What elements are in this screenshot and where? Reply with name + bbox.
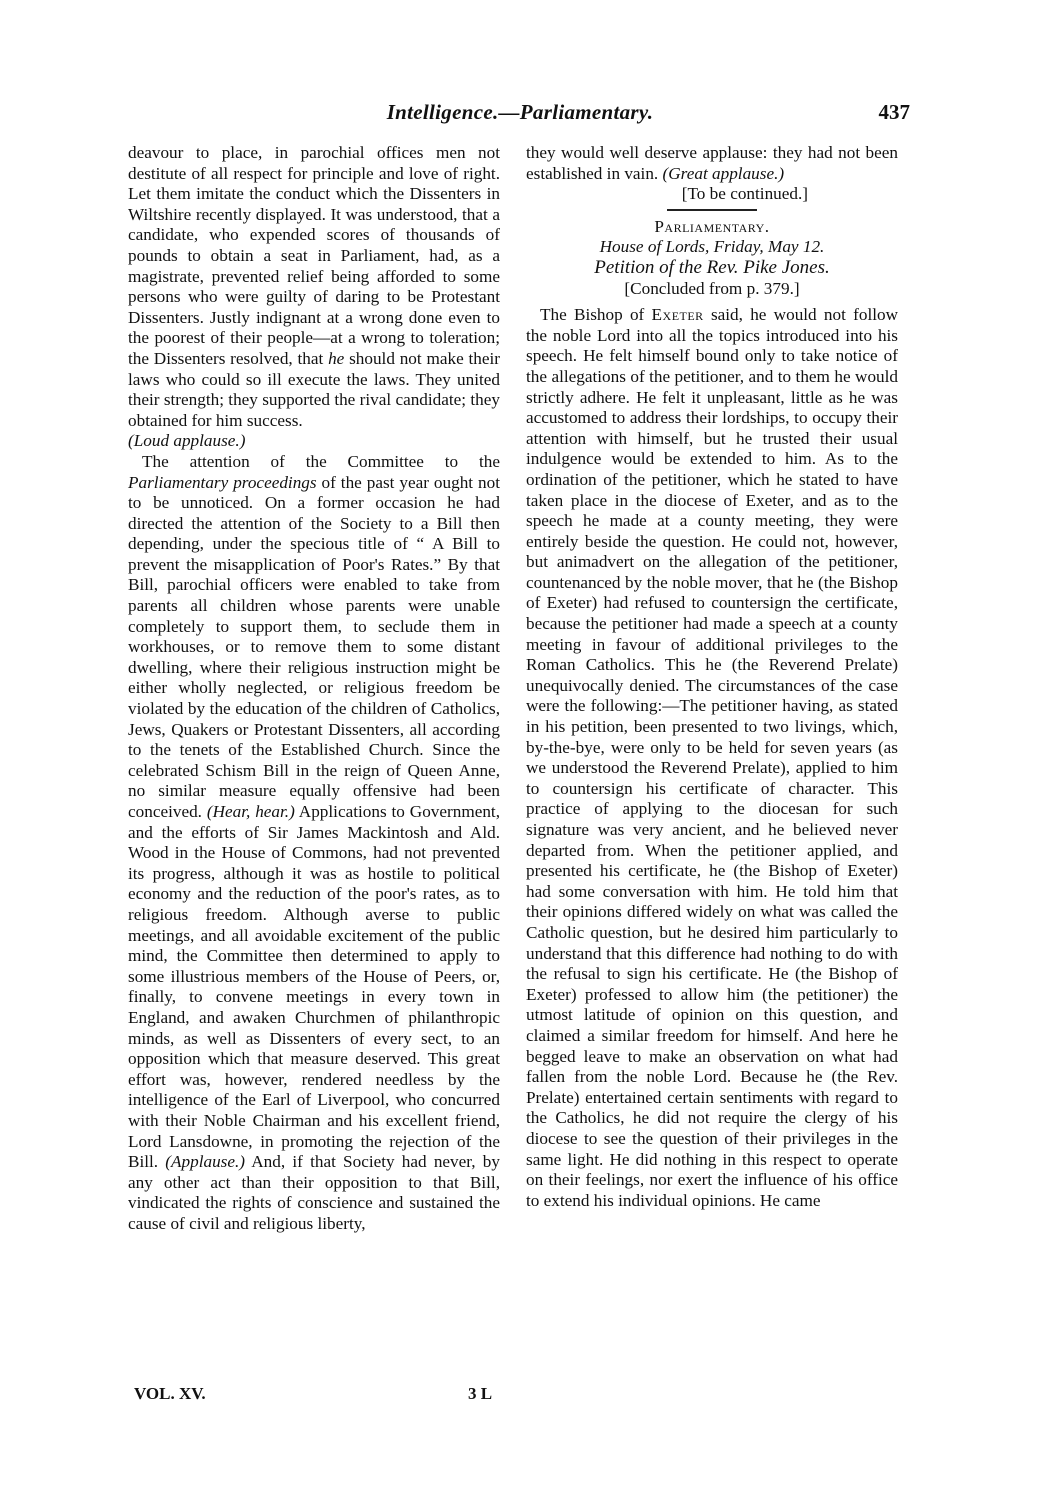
concluded-note: [Concluded from p. 379.] [624,278,800,298]
page-footer [128,1384,500,1406]
right-column [526,143,898,1211]
exeter-name: Exeter [651,305,704,325]
paragraph-parliamentary-proceedings: The attention of the Committee to the Parliamentary proceedings of the past year ought not to be unnoticed. On a former occasion he had directed the attention of the Society to a Bill then depending, under the specious title of “ A Bill to prevent the misapplication of Poor's Rates.” By that Bill, parochial officers were enabled to take from parents all children whose parents were unable completely to support them, to seclude them in workhouses, or to remove them to some distant dwelling, where their religious instruction might be either wholly neglected, or religious freedom be violated by the education of the children of Catholics, Jews, Quakers or Protestant Dissenters, all according to the tenets of the Established Church. Since the celebrated Schism Bill in the reign of Queen Anne, no similar measure equally offensive had been conceived. (Hear, hear.) Applications to Government, and the efforts of Sir James Mackintosh and Ald. Wood in the House of Commons, had not prevented its progress, although it was as hostile to political economy and the reduction of the poor's rates, as to religious freedom. Although averse to public meetings, and all avoidable excitement of the public mind, the Committee then determined to apply to some illustrious members of the House of Peers, or, finally, to convene meetings in every town in England, and awaken Churchmen of philanthropic minds, as well as Dissenters of every sect, to an opposition which that measure deserved. This great effort was, however, rendered needless by the intelligence of the Earl of Liverpool, who concurred with their Noble Chairman and his excellent friend, Lord Lansdowne, in promoting the rejection of the Bill. (Applause.) And, if that Society had never, by any other act than their opposition to that Bill, vindicated the rights of conscience and sustained the cause of civil and religious liberty, [128,451,501,1233]
section-heading: Parliamentary. [654,216,770,236]
sub-heading: House of Lords, Friday, May 12. [599,237,825,257]
petition-title: Petition of the Rev. Pike Jones. [594,256,830,278]
emphasis-parliamentary-proceedings: Parliamentary proceedings [128,472,317,492]
volume-number: VOL. XV. [134,1384,206,1403]
paragraph-bishop-of-exeter: The Bishop of Exeter said, he would not follow the noble Lord into all the topics introduced into his speech. He felt himself bound only to take notice of the allegations of the petitioner, and to them he would strictly adhere. He felt it unpleasant, little as he was accustomed to address their lordships, to occupy their attention with himself, but he trusted their usual indulgence would be extended to him. As to the ordination of the petitioner, which he stated to have taken place in the diocese of Exeter, and as to the speech he made at a county meeting, they were entirely beside the question. He could not, however, but animadvert on the allegation of the petitioner, countenanced by the noble mover, that he (the Bishop of Exeter) had refused to countersign the certificate, because the petitioner had made a speech at a county meeting in favour of additional privileges to the Roman Catholics. This he (the Reverend Prelate) unequivocally denied. The circumstances of the case were the following:—The petitioner having, as stated in his petition, been presented to two livings, which, by-the-bye, were only to be held for seven years (as we understood the Reverend Prelate), applied to him to countersign his certificate of character. This practice of applying to the diocesan for such signature was very ancient, and he believed never departed from. When the petitioner applied, and presented his certificate, he (the Bishop of Exeter) had some conversation with him. He told him that their opinions differed widely on what was called the Catholic question, but he desired him particularly to understand that this difference had nothing to do with the refusal to sign his certificate. He (the Bishop of Exeter) professed to allow him (the petitioner) the utmost latitude of opinion on this question, and claimed a similar freedom for himself. And here he begged leave to make an observation on what had fallen from the noble Lord. Because he (the Rev. Prelate) entertained certain sentiments with regard to the Catholics, he did not require the clergy of his diocese to see the question of their privileges in the same light. He did nothing in this respect to operate on their feelings, nor exert the influence of his office to extend his individual opinions. He came [526,305,899,1210]
great-applause: (Great applause.) [662,163,785,183]
running-title: Intelligence.—Parliamentary. [386,100,654,124]
emphasis-he: he [328,348,345,368]
paragraph-conclusion: they would well deserve applause: they had not been established in vain. (Great applause.) [526,143,898,183]
left-column [128,143,500,1234]
to-be-continued: [To be continued.] [681,184,808,204]
applause: (Applause.) [165,1152,246,1172]
running-header [130,100,910,130]
hear-hear: (Hear, hear.) [206,802,295,821]
page-number: 437 [878,100,910,124]
paragraph-dissenters-wiltshire: deavour to place, in parochial offices men not destitute of all respect for principle and love of right. Let them imitate the conduct which the Dissenters in Wiltshire recently displayed. It was understood, that a candidate, who expended scores of thousands of pounds to obtain a seat in Parliament, had, as a magistrate, prevented relief being afforded to some persons who were guilty of daring to be Protestant Dissenters. Justly indignant at a wrong done even to the poorest of their people—at a wrong to toleration; the Dissenters resolved, that he should not make their laws who could so ill execute the laws. They united their strength; they supported the rival candidate; they obtained for him success. (Loud applause.) [128,143,500,451]
loud-applause: (Loud applause.) [128,431,246,451]
section-rule [667,209,757,211]
signature-mark: 3 L [468,1384,493,1403]
